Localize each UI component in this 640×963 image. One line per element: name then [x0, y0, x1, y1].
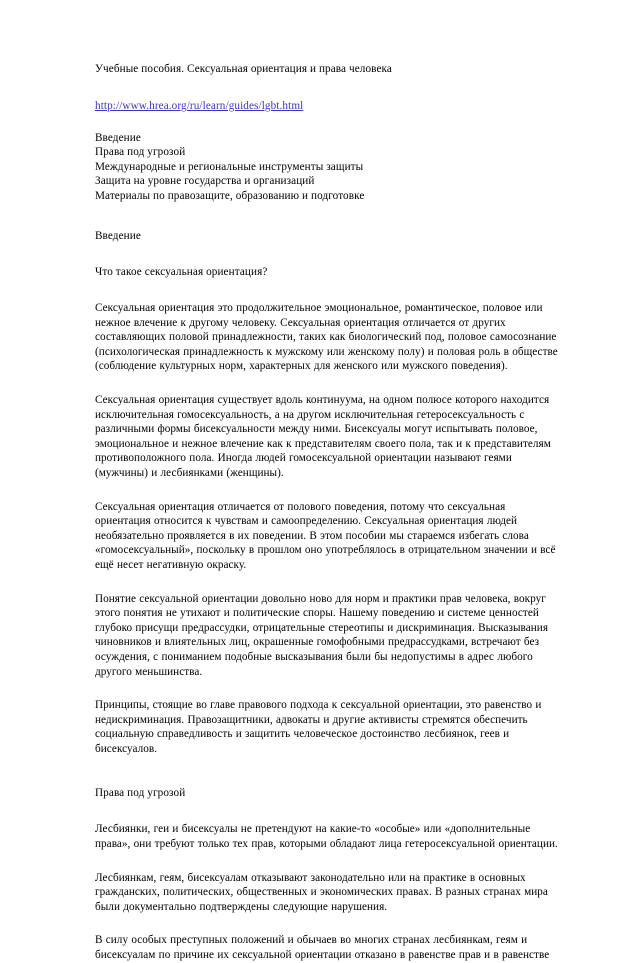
toc-item-rights-at-risk[interactable]: Права под угрозой: [95, 146, 186, 159]
paragraph: В силу особых преступных положений и обычаев во многих странах лесбиянкам, геям и бисексуалам по причине их сексуальной ориентации отказано в равенстве прав и в равенстве: [95, 934, 550, 962]
paragraph: Сексуальная ориентация существует вдоль континуума, на одном полюсе которого находится исключительная гомосексуальность, а на другом исключительная гетеросексуальность с различными формы бисексуальности между ними. Бисексуалы могут испытывать половое, эмоциональное и нежное влечение как к представителям своего пола, так и к представителям противоположного пола. Иногда людей гомосексуальной ориентации называют геями (мужчины) и лесбиянками (женщины).: [95, 394, 551, 479]
toc-item-international-instruments[interactable]: Международные и региональные инструменты защиты: [95, 160, 364, 173]
paragraph: Лесбиянки, геи и бисексуалы не претендуют на какие-то «особые» или «дополнительные права», они требуют только тех прав, которыми обладают лица гетеросексуальной ориентации.: [95, 823, 558, 851]
paragraph: Лесбиянкам, геям, бисексуалам отказывают законодательно или на практике в основных гражданских, политических, общественных и экономических правах. В разных странах мира были документально подтверждены следующие нарушения.: [95, 871, 548, 913]
paragraph: Сексуальная ориентация это продолжительное эмоциональное, романтическое, половое или нежное влечение к другому человеку. Сексуальная ориентация отличается от других составляющих половой принадлежности, таких как биологический под, половое самосознание (психологическая принадлежность к мужскому или женскому полу) и половая роль в обществе (соблюдение культурных норм, характерных для женского или мужского поведения).: [95, 302, 558, 373]
section-heading-rights-at-risk: Права под угрозой: [95, 787, 186, 800]
section-rights-at-risk: [95, 786, 558, 962]
section-introduction: [95, 229, 558, 756]
section-heading-introduction: Введение: [95, 230, 141, 243]
paragraph: Сексуальная ориентация отличается от полового поведения, потому что сексуальная ориентация относится к чувствам и самоопределению. Сексуальная ориентация людей необязательно проявляется в их поведении. В этом пособии мы стараемся избегать слова «гомосексуальный», поскольку в прошлом оно употреблялось в отрицательном значении и всё ещё несет негативную окраску.: [95, 500, 556, 571]
toc-item-materials[interactable]: Материалы по правозащите, образованию и подготовке: [95, 189, 365, 202]
toc-item-introduction[interactable]: Введение: [95, 132, 141, 144]
page-title: Учебные пособия. Сексуальная ориентация и права человека: [95, 63, 392, 75]
paragraph: Понятие сексуальной ориентации довольно ново для норм и практики прав человека, вокруг этого понятия не утихают и политические споры. Нашему поведению и системе ценностей глубоко присущи предрассудки, отрицательные стереотипы и дискриминация. Высказывания чиновников и влиятельных лиц, окрашенные гомофобными предрассудками, встречают без осуждения, с пониманием подобные высказывания были бы недопустимы в адрес любого другого меньшинства.: [95, 592, 549, 678]
table-of-contents: [95, 131, 558, 203]
paragraph: Принципы, стоящие во главе правового подхода к сексуальной ориентации, это равенство и недискриминация. Правозащитники, адвокаты и другие активисты стремятся обеспечить социальную справедливость и защитить человеческое достоинство лесбиянок, геев и бисексуалов.: [95, 699, 542, 755]
toc-item-state-protection[interactable]: Защита на уровне государства и организаций: [95, 175, 315, 188]
subheading-what-is-orientation: Что такое сексуальная ориентация?: [95, 266, 268, 279]
source-url-link[interactable]: http://www.hrea.org/ru/learn/guides/lgbt.html: [95, 100, 304, 112]
